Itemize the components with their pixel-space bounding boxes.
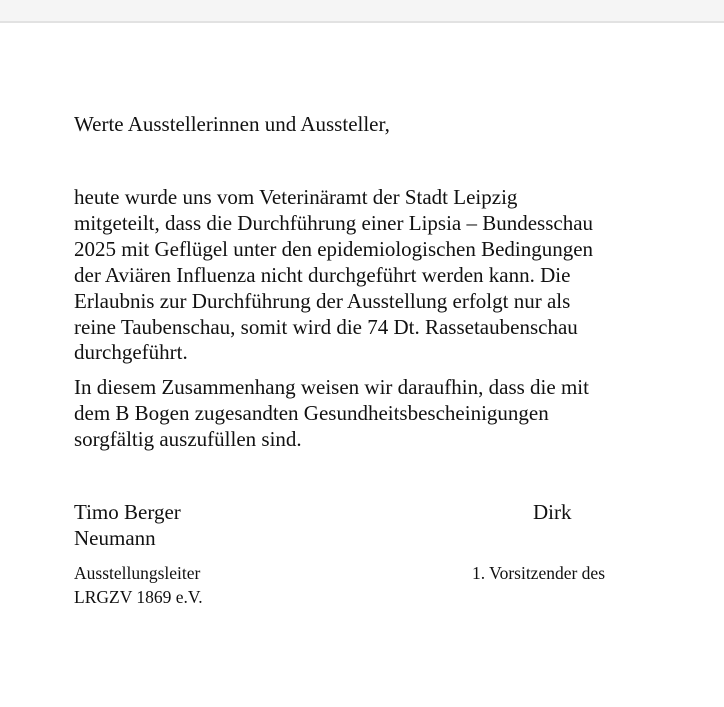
top-toolbar bbox=[0, 0, 724, 23]
signer-right-name: Dirk bbox=[533, 500, 572, 524]
signer-left-name: Timo Berger bbox=[74, 500, 181, 524]
signer-organization: LRGZV 1869 e.V. bbox=[74, 587, 203, 607]
paragraph-line: heute wurde uns vom Veterinäramt der Stadt Leipzig bbox=[74, 185, 518, 209]
paragraph-line: der Aviären Influenza nicht durchgeführt werden kann. Die bbox=[74, 263, 571, 287]
salutation: Werte Ausstellerinnen und Aussteller, bbox=[74, 112, 390, 136]
signer-right-role: 1. Vorsitzender des bbox=[472, 563, 606, 583]
paragraph-line: dem B Bogen zugesandten Gesundheitsbescheinigungen bbox=[74, 401, 549, 425]
paragraph-line: reine Taubenschau, somit wird die 74 Dt. Rassetaubenschau bbox=[74, 315, 578, 339]
signer-left-role: Ausstellungsleiter bbox=[74, 563, 201, 583]
paragraph-line: mitgeteilt, dass die Durchführung einer Lipsia – Bundesschau bbox=[74, 211, 594, 235]
paragraph-line: 2025 mit Geflügel unter den epidemiologischen Bedingungen bbox=[74, 237, 594, 261]
paragraph-line: Erlaubnis zur Durchführung der Ausstellung erfolgt nur als bbox=[74, 289, 571, 313]
signer-name-continued: Neumann bbox=[74, 526, 156, 550]
paragraph-line: sorgfältig auszufüllen sind. bbox=[74, 427, 302, 451]
paragraph-line: durchgeführt. bbox=[74, 340, 188, 364]
paragraph-line: In diesem Zusammenhang weisen wir daraufhin, dass die mit bbox=[74, 375, 589, 399]
